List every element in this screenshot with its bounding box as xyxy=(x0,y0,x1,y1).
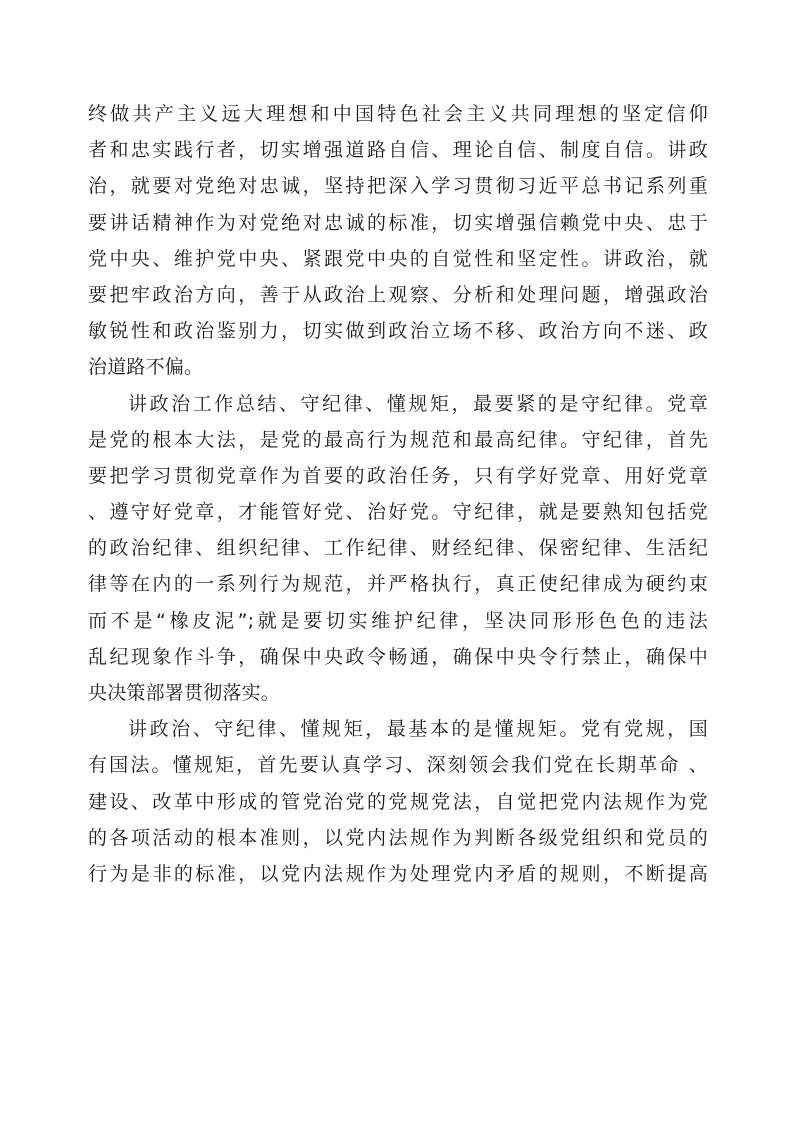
text-line: 要把牢政治方向，善于从政治上观察、分析和处理问题，增强政治 xyxy=(88,283,708,306)
text-line: 建设、改革中形成的管党治党的党规党法，自觉把党内法规作为党 xyxy=(88,790,708,813)
text-line: 是党的根本大法，是党的最高行为规范和最高纪律。守纪律，首先 xyxy=(88,428,708,451)
text-line: 而不是“橡皮泥”;就是要切实维护纪律，坚决同形形色色的违法 xyxy=(88,609,708,632)
text-line: 治道路不偏。 xyxy=(88,356,204,379)
paragraph-start-line: 讲政治、守纪律、懂规矩，最基本的是懂规矩。党有党规，国 xyxy=(128,718,708,741)
text-line: 要讲话精神作为对党绝对忠诚的标准，切实增强信赖党中央、忠于 xyxy=(88,211,708,234)
text-line: 的各项活动的根本准则，以党内法规作为判断各级党组织和党员的 xyxy=(88,826,708,849)
text-line: 行为是非的标准，以党内法规作为处理党内矛盾的规则，不断提高 xyxy=(88,862,708,885)
text-line: 治，就要对党绝对忠诚，坚持把深入学习贯彻习近平总书记系列重 xyxy=(88,175,708,198)
text-line: 者和忠实践行者，切实增强道路自信、理论自信、制度自信。讲政 xyxy=(88,139,708,162)
text-line: 有国法。懂规矩，首先要认真学习、深刻领会我们党在长期革命 、 xyxy=(88,754,708,777)
text-line: 乱纪现象作斗争，确保中央政令畅通，确保中央令行禁止，确保中 xyxy=(88,645,708,668)
text-line: 央决策部署贯彻落实。 xyxy=(88,682,281,704)
text-line: 要把学习贯彻党章作为首要的政治任务，只有学好党章、用好党章 xyxy=(88,464,708,487)
text-line: 终做共产主义远大理想和中国特色社会主义共同理想的坚定信仰 xyxy=(88,103,708,125)
text-line: 律等在内的一系列行为规范，并严格执行，真正使纪律成为硬约束 xyxy=(88,573,708,596)
text-line: 党中央、维护党中央、紧跟党中央的自觉性和坚定性。讲政治，就 xyxy=(88,247,708,270)
body-text xyxy=(88,96,708,892)
text-line: 敏锐性和政治鉴别力，切实做到政治立场不移、政治方向不迷、政 xyxy=(88,320,708,343)
paragraph-start-line: 讲政治工作总结、守纪律、懂规矩，最要紧的是守纪律。党章 xyxy=(128,392,708,415)
text-line: 的政治纪律、组织纪律、工作纪律、财经纪律、保密纪律、生活纪 xyxy=(88,537,708,560)
text-line: 、遵守好党章，才能管好党、治好党。守纪律，就是要熟知包括党 xyxy=(88,501,708,524)
